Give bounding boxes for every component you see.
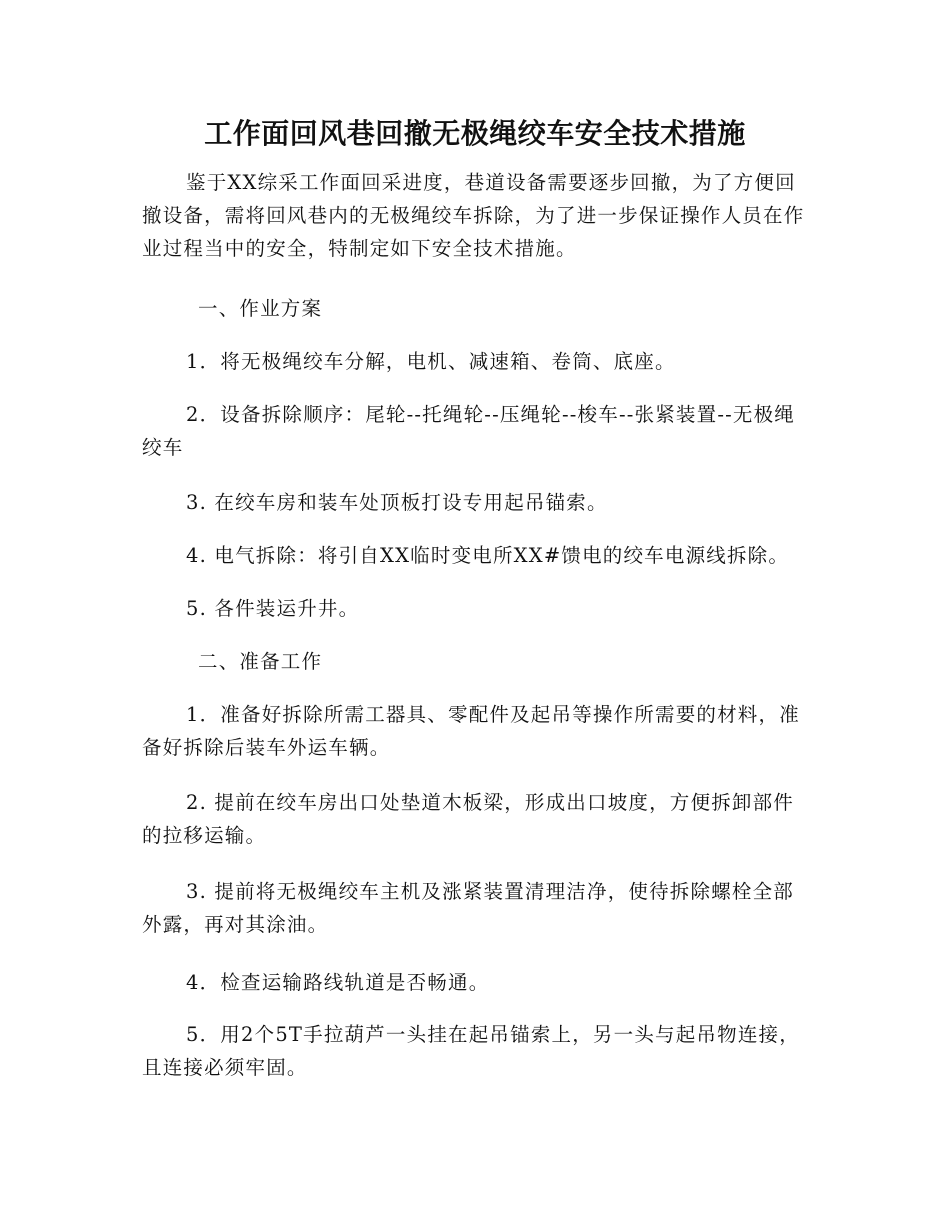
prep-item-3: 3. 提前将无极绳绞车主机及涨紧装置清理洁净，使待拆除螺栓全部外露，再对其涂油。 xyxy=(142,880,795,936)
prep-item-4: 4．检查运输路线轨道是否畅通。 xyxy=(186,971,490,994)
plan-item-1: 1．将无极绳绞车分解，电机、减速箱、卷筒、底座。 xyxy=(186,350,676,373)
plan-item-3: 3. 在绞车房和装车处顶板打设专用起吊锚索。 xyxy=(186,491,608,514)
section-heading-plan: 一、作业方案 xyxy=(198,297,323,320)
prep-item-2: 2. 提前在绞车房出口处垫道木板梁，形成出口坡度，方便拆卸部件的拉移运输。 xyxy=(142,791,795,847)
prep-item-5: 5．用2个5T手拉葫芦一头挂在起吊锚索上，另一头与起吊物连接，且连接必须牢固。 xyxy=(142,1023,800,1079)
prep-item-1: 1．准备好拆除所需工器具、零配件及起吊等操作所需要的材料，准备好拆除后装车外运车辆。 xyxy=(142,703,800,759)
plan-item-4: 4. 电气拆除：将引自XX临时变电所XX#馈电的绞车电源线拆除。 xyxy=(186,544,790,567)
section-heading-preparation: 二、准备工作 xyxy=(198,650,323,673)
plan-item-5: 5. 各件装运升井。 xyxy=(186,597,360,620)
document-title: 工作面回风巷回撤无极绳绞车安全技术措施 xyxy=(204,117,746,150)
plan-item-2: 2．设备拆除顺序：尾轮--托绳轮--压绳轮--梭车--张紧装置--无极绳绞车 xyxy=(142,403,795,459)
intro-paragraph: 鉴于XX综采工作面回采进度，巷道设备需要逐步回撤，为了方便回撤设备，需将回风巷内的无极绳绞车拆除，为了进一步保证操作人员在作业过程当中的安全，特制定如下安全技术措施。 xyxy=(142,171,805,260)
